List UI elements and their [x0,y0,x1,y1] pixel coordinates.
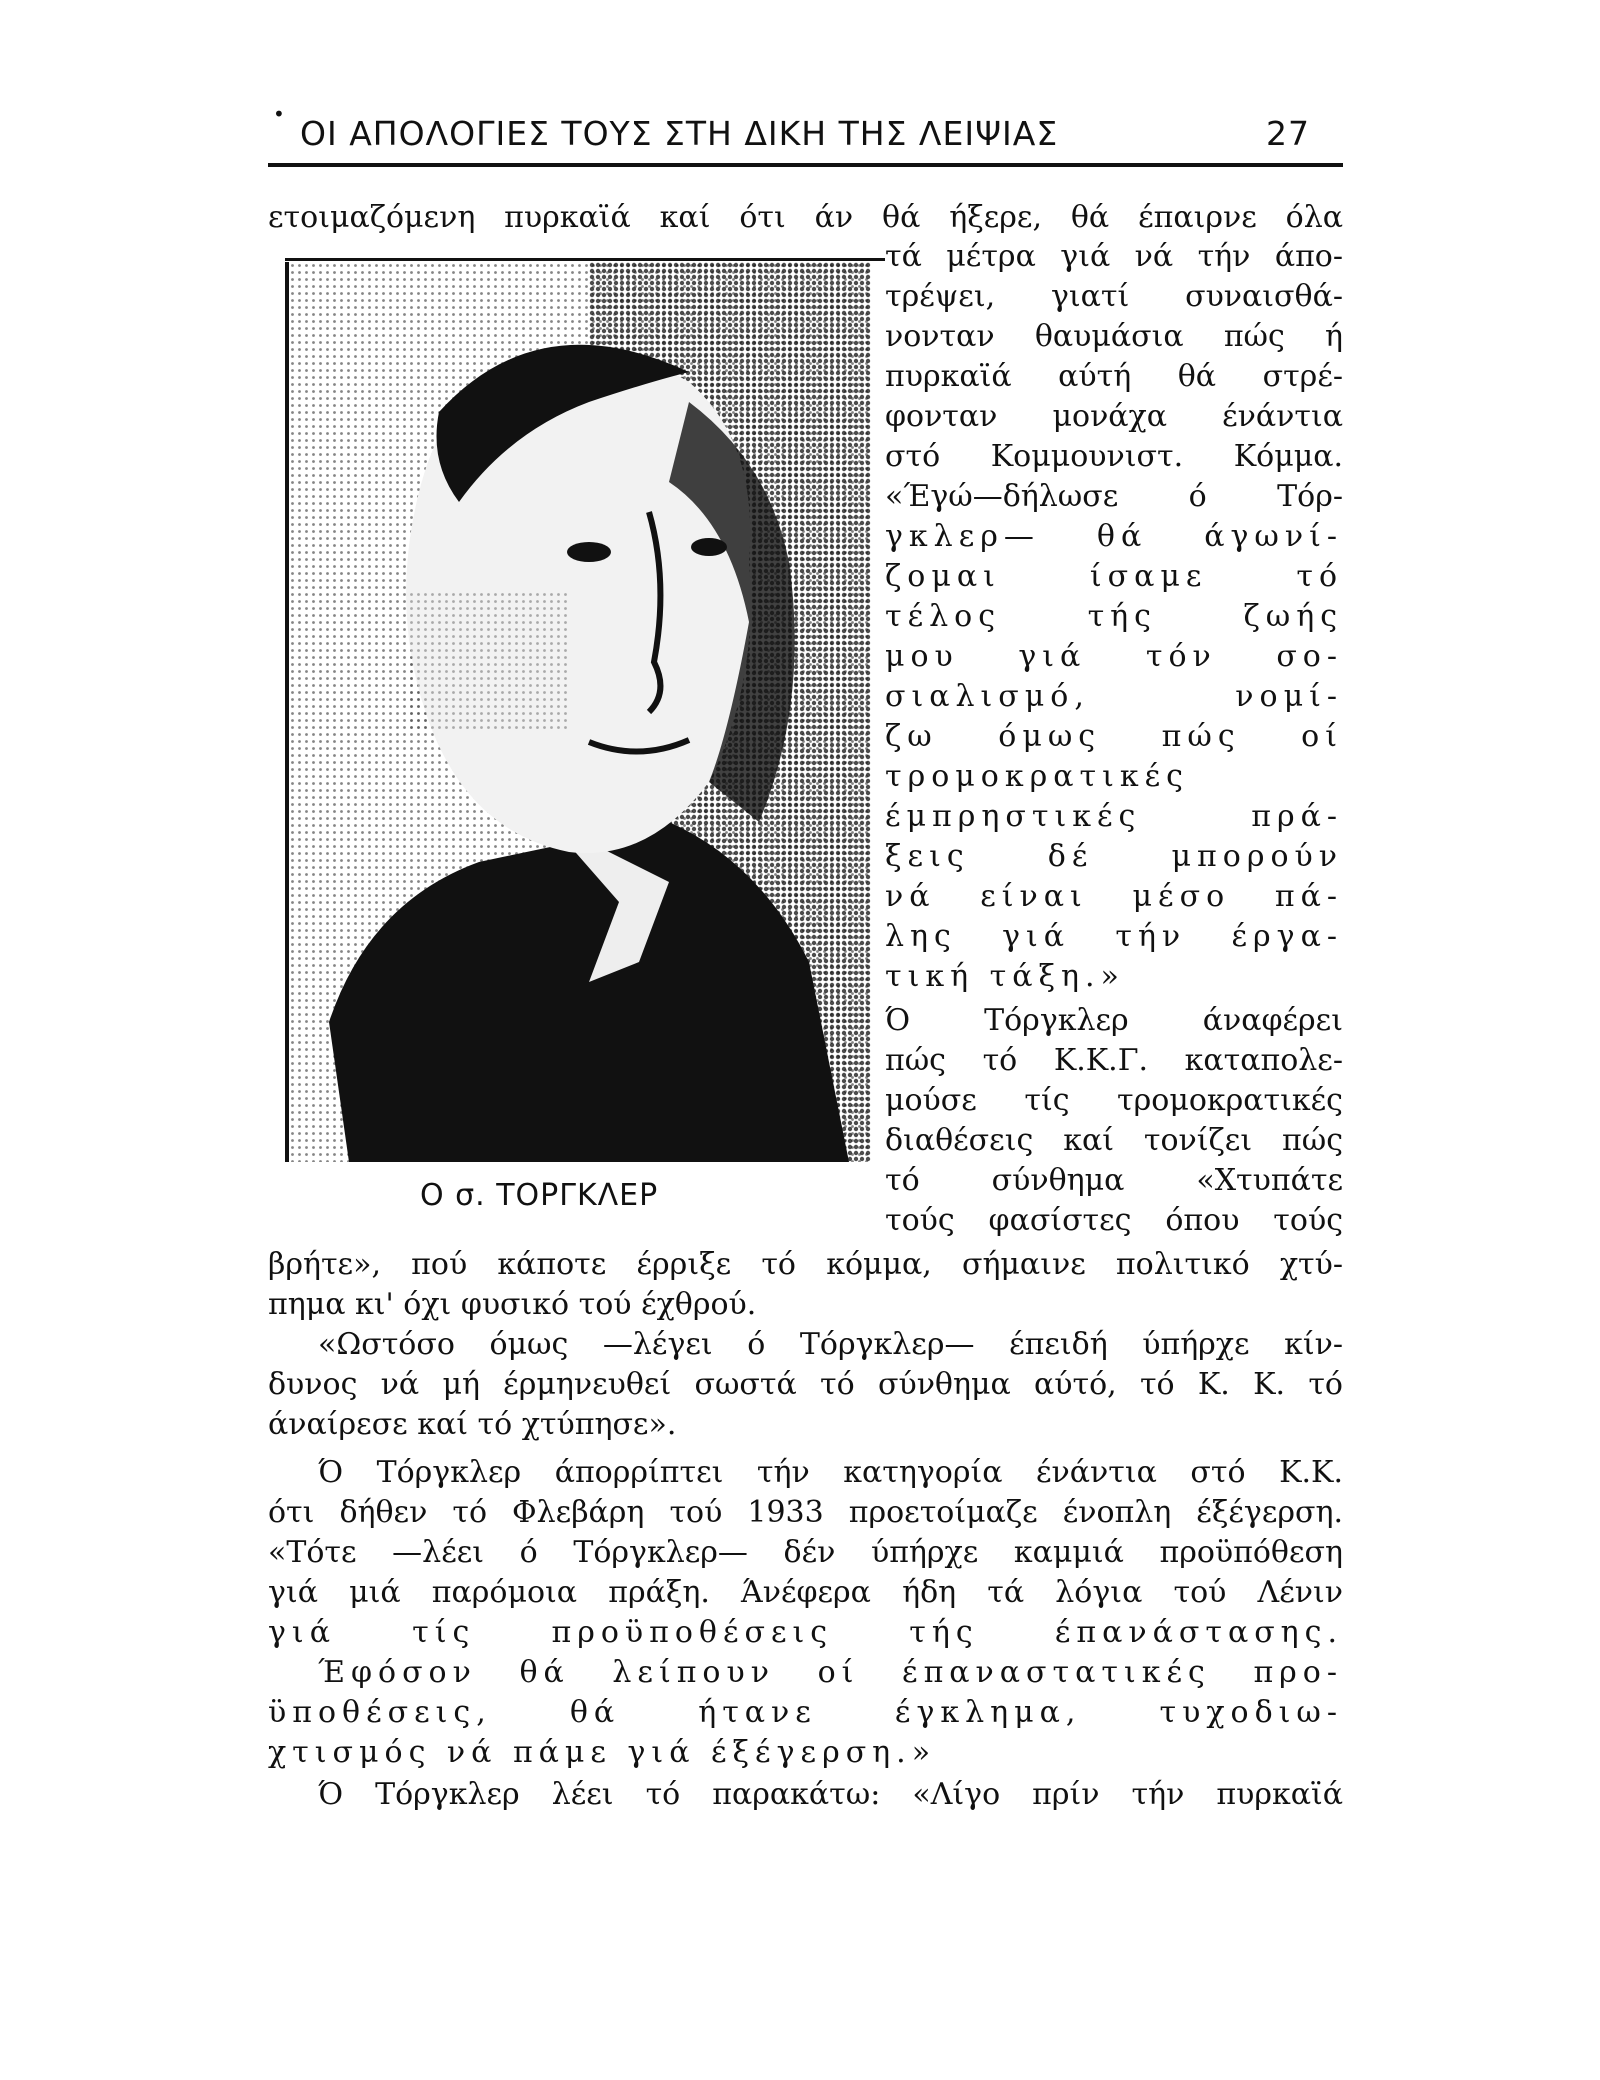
header-bullet: • [273,102,286,126]
side-line: τέλος τής ζωής [885,599,1343,634]
side-line: τό σύνθημα «Χτυπάτε [885,1163,1343,1198]
side-line: σιαλισμό, νομί- [885,679,1343,714]
page-number: 27 [1266,114,1310,153]
side-line: γκλερ— θά άγωνί- [885,519,1343,554]
side-line: τική τάξη.» [885,959,1125,994]
body-line: Ό Τόργκλερ λέει τό παρακάτω: «Λίγο πρίν τήν πυρκαϊά [318,1777,1343,1812]
body-line: πημα κι' όχι φυσικό τού έχθρού. [268,1287,757,1322]
body-line: χτισμός νά πάμε γιά έξέγερση.» [268,1735,937,1770]
body-line: «Τότε —λέει ό Τόργκλερ— δέν ύπήρχε καμμιά προϋπόθεση [268,1535,1343,1570]
body-line: Ό Τόργκλερ άπορρίπτει τήν κατηγορία ένάντια στό Κ.Κ. [318,1455,1343,1490]
side-line: φονταν μονάχα ένάντια [885,399,1343,434]
side-line: στό Κομμουνιστ. Κόμμα. [885,439,1343,474]
body-line: «Ωστόσο όμως —λέγει ό Τόργκλερ— έπειδή ύπήρχε κίν- [318,1327,1343,1362]
photo-caption: Ο σ. ΤΟΡΓΚΛΕΡ [420,1178,659,1213]
body-line: γιά μιά παρόμοια πράξη. Άνέφερα ήδη τά λόγια τού Λένιν [268,1575,1343,1610]
side-line: τά μέτρα γιά νά τήν άπο- [885,239,1343,274]
body-line: γιά τίς προϋποθέσεις τής έπανάστασης. [268,1615,1343,1650]
lead-line: ετοιμαζόμενη πυρκαϊά καί ότι άν θά ήξερε, θά έπαιρνε όλα [268,200,1343,235]
side-line: μου γιά τόν σο- [885,639,1343,674]
side-line: πώς τό Κ.Κ.Γ. καταπολε- [885,1043,1343,1078]
side-line: μούσε τίς τρομοκρατικές [885,1083,1343,1118]
body-line: ότι δήθεν τό Φλεβάρη τού 1933 προετοίμαζε ένοπλη έξέγερση. [268,1495,1343,1530]
body-line: ϋποθέσεις, θά ήτανε έγκλημα, τυχοδιω- [268,1695,1343,1730]
side-line: τρέψει, γιατί συναισθά- [885,279,1343,314]
body-line: άναίρεσε καί τό χτύπησε». [268,1407,677,1442]
portrait-photo [285,262,871,1162]
side-line: λης γιά τήν έργα- [885,919,1343,954]
side-line: νονταν θαυμάσια πώς ή [885,319,1343,354]
side-line: Ό Τόργκλερ άναφέρει [885,1003,1343,1038]
side-line: ζομαι ίσαμε τό [885,559,1343,594]
side-line: πυρκαϊά αύτή θά στρέ- [885,359,1343,394]
side-line: τρομοκρατικές [885,759,1189,794]
photo-frame-rule [285,258,885,261]
side-line: ξεις δέ μπορούν [885,839,1343,874]
side-line: τούς φασίστες όπου τούς [885,1203,1343,1238]
side-line: διαθέσεις καί τονίζει πώς [885,1123,1343,1158]
body-line: βρήτε», πού κάποτε έρριξε τό κόμμα, σήμαινε πολιτικό χτύ- [268,1247,1343,1282]
running-title: ΟΙ ΑΠΟΛΟΓΙΕΣ ΤΟΥΣ ΣΤΗ ΔΙΚΗ ΤΗΣ ΛΕΙΨΙΑΣ [300,114,1059,153]
running-header [265,102,1310,153]
body-line: δυνος νά μή έρμηνευθεί σωστά τό σύνθημα αύτό, τό Κ. Κ. τό [268,1367,1343,1402]
side-line: νά είναι μέσο πά- [885,879,1343,914]
side-line: ζω όμως πώς οί [885,719,1343,754]
side-line: «Έγώ—δήλωσε ό Τόρ- [885,479,1343,514]
body-line: Έφόσον θά λείπουν οί έπαναστατικές προ- [318,1655,1343,1690]
portrait-illustration [289,262,871,1162]
header-rule [268,163,1343,167]
side-line: έμπρηστικές πρά- [885,799,1343,834]
